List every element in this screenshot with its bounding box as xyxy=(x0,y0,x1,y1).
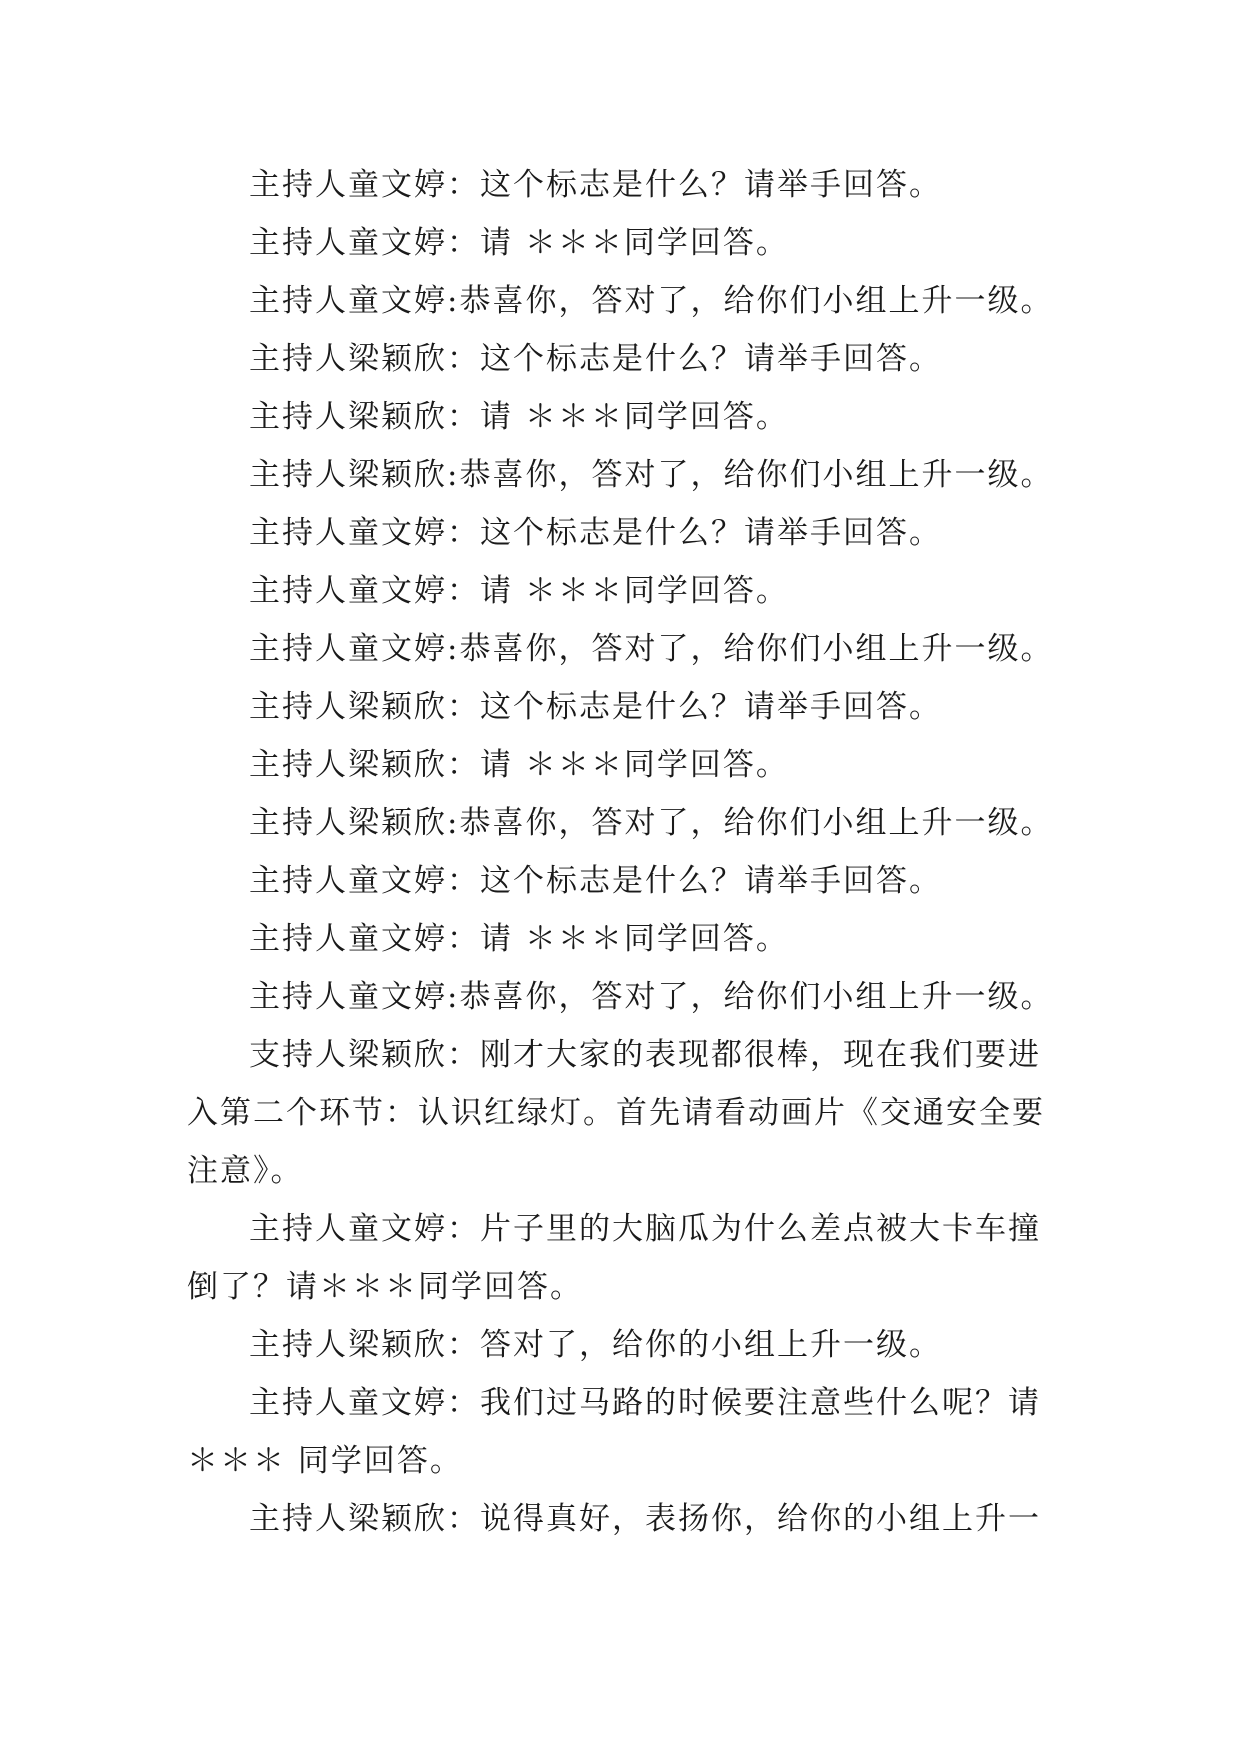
paragraph-4: 主持人梁颖欣：这个标志是什么？请举手回答。 xyxy=(249,341,942,377)
paragraph-16: 支持人梁颖欣：刚才大家的表现都很棒，现在我们要进入第二个环节：认识红绿灯。首先请看动画片《交通安全要注意》。 xyxy=(187,1037,1045,1189)
paragraph-7: 主持人童文婷：这个标志是什么？请举手回答。 xyxy=(249,515,942,551)
paragraph-15: 主持人童文婷:恭喜你，答对了，给你们小组上升一级。 xyxy=(249,979,1054,1015)
paragraph-18: 主持人梁颖欣：答对了，给你的小组上升一级。 xyxy=(249,1327,942,1363)
paragraph-20: 主持人梁颖欣：说得真好，表扬你，给你的小组上升一 xyxy=(249,1501,1041,1537)
paragraph-9: 主持人童文婷:恭喜你，答对了，给你们小组上升一级。 xyxy=(249,631,1054,667)
paragraph-11: 主持人梁颖欣：请 ＊＊＊同学回答。 xyxy=(249,747,789,783)
paragraph-17: 主持人童文婷：片子里的大脑瓜为什么差点被大卡车撞倒了？请＊＊＊同学回答。 xyxy=(187,1211,1041,1305)
paragraph-14: 主持人童文婷：请 ＊＊＊同学回答。 xyxy=(249,921,789,957)
paragraph-5: 主持人梁颖欣：请 ＊＊＊同学回答。 xyxy=(249,399,789,435)
paragraph-19: 主持人童文婷：我们过马路的时候要注意些什么呢？请＊＊＊ 同学回答。 xyxy=(187,1385,1041,1479)
paragraph-6: 主持人梁颖欣:恭喜你，答对了，给你们小组上升一级。 xyxy=(249,457,1054,493)
paragraph-13: 主持人童文婷：这个标志是什么？请举手回答。 xyxy=(249,863,942,899)
paragraph-10: 主持人梁颖欣：这个标志是什么？请举手回答。 xyxy=(249,689,942,725)
paragraph-8: 主持人童文婷：请 ＊＊＊同学回答。 xyxy=(249,573,789,609)
paragraph-12: 主持人梁颖欣:恭喜你，答对了，给你们小组上升一级。 xyxy=(249,805,1054,841)
paragraph-2: 主持人童文婷：请 ＊＊＊同学回答。 xyxy=(249,225,789,261)
paragraph-3: 主持人童文婷:恭喜你，答对了，给你们小组上升一级。 xyxy=(249,283,1054,319)
paragraph-1: 主持人童文婷：这个标志是什么？请举手回答。 xyxy=(249,167,942,203)
document-body xyxy=(187,156,1055,1548)
